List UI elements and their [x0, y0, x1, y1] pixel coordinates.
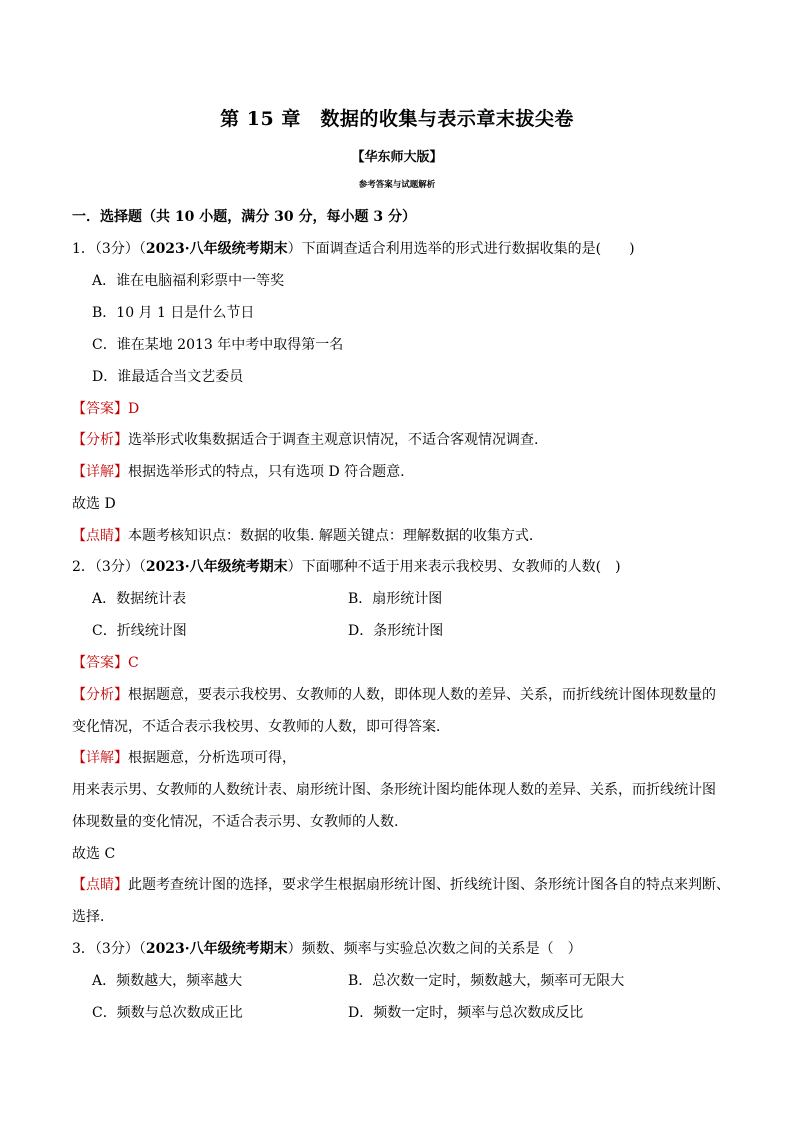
question-1-comment	[72, 527, 533, 545]
question-2-answer	[72, 654, 139, 672]
analysis-text: 选举形式收集数据适合于调查主观意识情况，不适合客观情况调查.	[128, 432, 539, 448]
comment-text: 本题考核知识点：数据的收集. 解题关键点：理解数据的收集方式.	[128, 528, 534, 544]
detail-text: 根据题意，分析选项可得，	[128, 750, 296, 766]
question-2-detail-cont-1: 用来表示男、女教师的人数统计表、扇形统计图、条形统计图均能体现人数的差异、关系，而折线统计图	[72, 782, 716, 798]
question-3-option-a: A．频数越大，频率越大	[92, 973, 243, 989]
question-number: 3．（3分）（	[72, 941, 146, 957]
question-1-analysis	[72, 431, 538, 449]
question-2-stem	[72, 558, 621, 576]
answer-tag: 【答案】	[72, 401, 128, 417]
question-2-option-b: B．扇形统计图	[348, 591, 443, 607]
question-3-option-b: B．总次数一定时，频数越大，频率可无限大	[348, 973, 625, 989]
question-2-option-d: D．条形统计图	[348, 623, 444, 639]
question-1-option-a: A．谁在电脑福利彩票中一等奖	[92, 273, 285, 289]
question-2-analysis	[72, 686, 716, 704]
question-1-answer	[72, 400, 139, 418]
question-1-stem	[72, 240, 635, 258]
edition-label: 【华东师大版】	[351, 150, 443, 165]
question-source: 2023·八年级统考期末	[145, 559, 288, 575]
question-number: 1．（3分）（	[72, 241, 146, 257]
comment-tag: 【点睛】	[72, 877, 128, 893]
analysis-tag: 【分析】	[72, 432, 128, 448]
analysis-tag: 【分析】	[72, 687, 128, 703]
question-1-option-c: C．谁在某地 2013 年中考中取得第一名	[92, 337, 344, 353]
comment-tag: 【点睛】	[72, 528, 128, 544]
question-1-option-b: B．10 月 1 日是什么节日	[92, 305, 255, 321]
question-1-detail	[72, 463, 405, 481]
question-2-comment	[72, 876, 730, 894]
analysis-text: 根据题意，要表示我校男、女教师的人数，即体现人数的差异、关系，而折线统计图体现数量的	[128, 687, 716, 703]
question-2-comment-cont: 选择．	[72, 909, 114, 925]
question-3-option-d: D．频数一定时，频率与总次数成反比	[348, 1005, 584, 1021]
question-text: ）频数、频率与实验总次数之间的关系是（ ）	[287, 941, 582, 957]
question-number: 2．（3分）（	[72, 559, 146, 575]
question-3-option-c: C．频数与总次数成正比	[92, 1005, 243, 1021]
question-2-detail-cont-2: 体现数量的变化情况，不适合表示男、女教师的人数.	[72, 814, 399, 830]
question-2-option-a: A．数据统计表	[92, 591, 187, 607]
detail-tag: 【详解】	[72, 750, 128, 766]
question-2-option-c: C．折线统计图	[92, 623, 187, 639]
question-1-choice: 故选 D	[72, 496, 116, 512]
question-2-choice: 故选 C	[72, 846, 116, 862]
subtitle: 参考答案与试题解析	[358, 180, 436, 190]
answer-tag: 【答案】	[72, 655, 128, 671]
section-heading: 一．选择题（共 10 小题，满分 30 分，每小题 3 分）	[72, 209, 416, 225]
answer-value: C	[128, 655, 139, 671]
detail-tag: 【详解】	[72, 464, 128, 480]
question-text: ）下面哪种不适于用来表示我校男、女教师的人数( )	[287, 559, 621, 575]
question-1-option-d: D．谁最适合当文艺委员	[92, 369, 244, 385]
question-text: ）下面调查适合利用选举的形式进行数据收集的是( )	[287, 241, 635, 257]
question-source: 2023·八年级统考期末	[145, 941, 288, 957]
question-source: 2023·八年级统考期末	[145, 241, 288, 257]
answer-value: D	[128, 401, 140, 417]
question-2-detail	[72, 749, 296, 767]
comment-text: 此题考查统计图的选择，要求学生根据扇形统计图、折线统计图、条形统计图各自的特点来判断、	[128, 877, 730, 893]
detail-text: 根据选举形式的特点，只有选项 D 符合题意.	[128, 464, 405, 480]
question-3-stem	[72, 940, 582, 958]
page-title: 第 15 章 数据的收集与表示章末拔尖卷	[220, 108, 574, 130]
question-2-analysis-cont: 变化情况，不适合表示我校男、女教师的人数，即可得答案．	[72, 719, 450, 735]
